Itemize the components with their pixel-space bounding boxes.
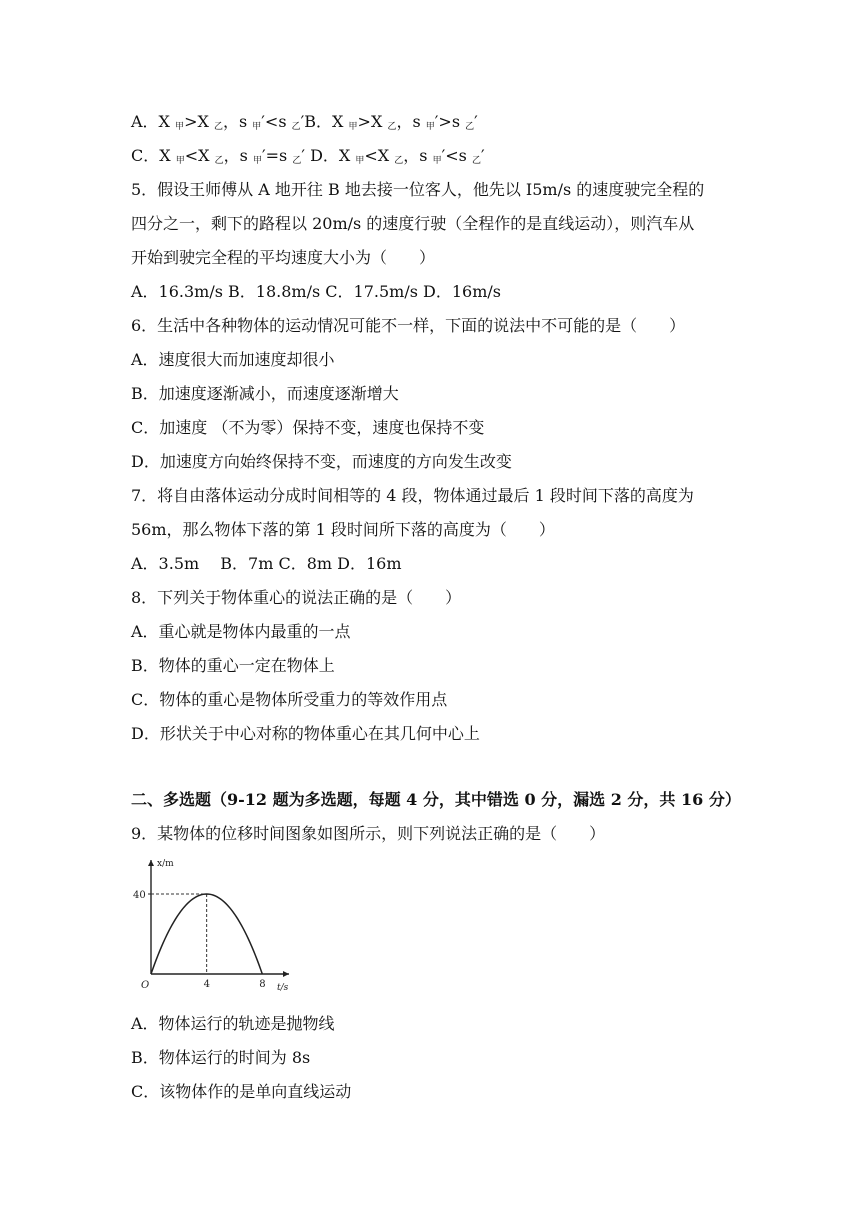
- y-tick-label: 40: [133, 890, 146, 901]
- question-6-option-c: C．加速度 （不为零）保持不变，速度也保持不变: [131, 418, 485, 437]
- x-axis-label: t/s: [277, 983, 289, 993]
- option-line-cd: C．X $_甲$<X $_乙$，s $_甲$′=s $_乙$′ D．X $_甲$<X $_乙$，s $_甲$′<s $_乙$′: [131, 146, 485, 166]
- question-8-option-b: B．物体的重心一定在物体上: [131, 656, 335, 675]
- question-7-line-1: 7．将自由落体运动分成时间相等的 4 段，物体通过最后 1 段时间下落的高度为: [131, 486, 694, 505]
- question-8-option-d: D．形状关于中心对称的物体重心在其几何中心上: [131, 724, 480, 743]
- origin-label: O: [141, 980, 150, 991]
- question-6-option-b: B．加速度逐渐减小，而速度逐渐增大: [131, 384, 399, 403]
- question-5-line-3: 开始到驶完全程的平均速度大小为（ ）: [131, 248, 436, 267]
- question-9-option-c: C．该物体作的是单向直线运动: [131, 1082, 352, 1101]
- x-tick-label-4: 4: [203, 979, 211, 990]
- guide-lines: [148, 894, 207, 974]
- x-axis-arrow: [283, 971, 289, 977]
- x-tick-label-8: 8: [259, 979, 266, 990]
- question-6-option-d: D．加速度方向始终保持不变，而速度的方向发生改变: [131, 452, 512, 471]
- displacement-time-graph: [131, 852, 291, 997]
- question-9-option-b: B．物体运行的时间为 8s: [131, 1048, 311, 1067]
- question-6-option-a: A．速度很大而加速度却很小: [131, 350, 335, 369]
- question-5-line-2: 四分之一，剩下的路程以 20m/s 的速度行驶（全程作的是直线运动），则汽车从: [131, 214, 695, 233]
- graph-axes: [148, 860, 289, 977]
- option-line-ab: A．X $_甲$>X $_乙$，s $_甲$′<s $_乙$′B．X $_甲$>X $_乙$，s $_甲$′>s $_乙$′: [131, 112, 478, 132]
- question-8-option-c: C．物体的重心是物体所受重力的等效作用点: [131, 690, 448, 709]
- question-5-line-1: 5．假设王师傅从 A 地开往 B 地去接一位客人，他先以 I5m/s 的速度驶完全程的: [131, 180, 705, 199]
- question-7-line-2: 56m，那么物体下落的第 1 段时间所下落的高度为（ ）: [131, 520, 555, 539]
- section-2-heading: 二、多选题（9-12 题为多选题，每题 4 分，其中错选 0 分，漏选 2 分，共 16 分）: [131, 790, 741, 809]
- question-8-option-a: A．重心就是物体内最重的一点: [131, 622, 351, 641]
- y-axis-arrow: [148, 860, 154, 866]
- question-8: 8．下列关于物体重心的说法正确的是（ ）: [131, 588, 462, 607]
- question-5-options: A．16.3m/s B．18.8m/s C．17.5m/s D．16m/s: [131, 282, 501, 301]
- y-axis-label: x/m: [157, 859, 174, 869]
- question-9: 9．某物体的位移时间图象如图所示，则下列说法正确的是（ ）: [131, 824, 606, 843]
- question-9-option-a: A．物体运行的轨迹是抛物线: [131, 1014, 335, 1033]
- question-7-options: A．3.5m B．7m C．8m D．16m: [131, 554, 402, 573]
- question-6: 6．生活中各种物体的运动情况可能不一样，下面的说法中不可能的是（ ）: [131, 316, 686, 335]
